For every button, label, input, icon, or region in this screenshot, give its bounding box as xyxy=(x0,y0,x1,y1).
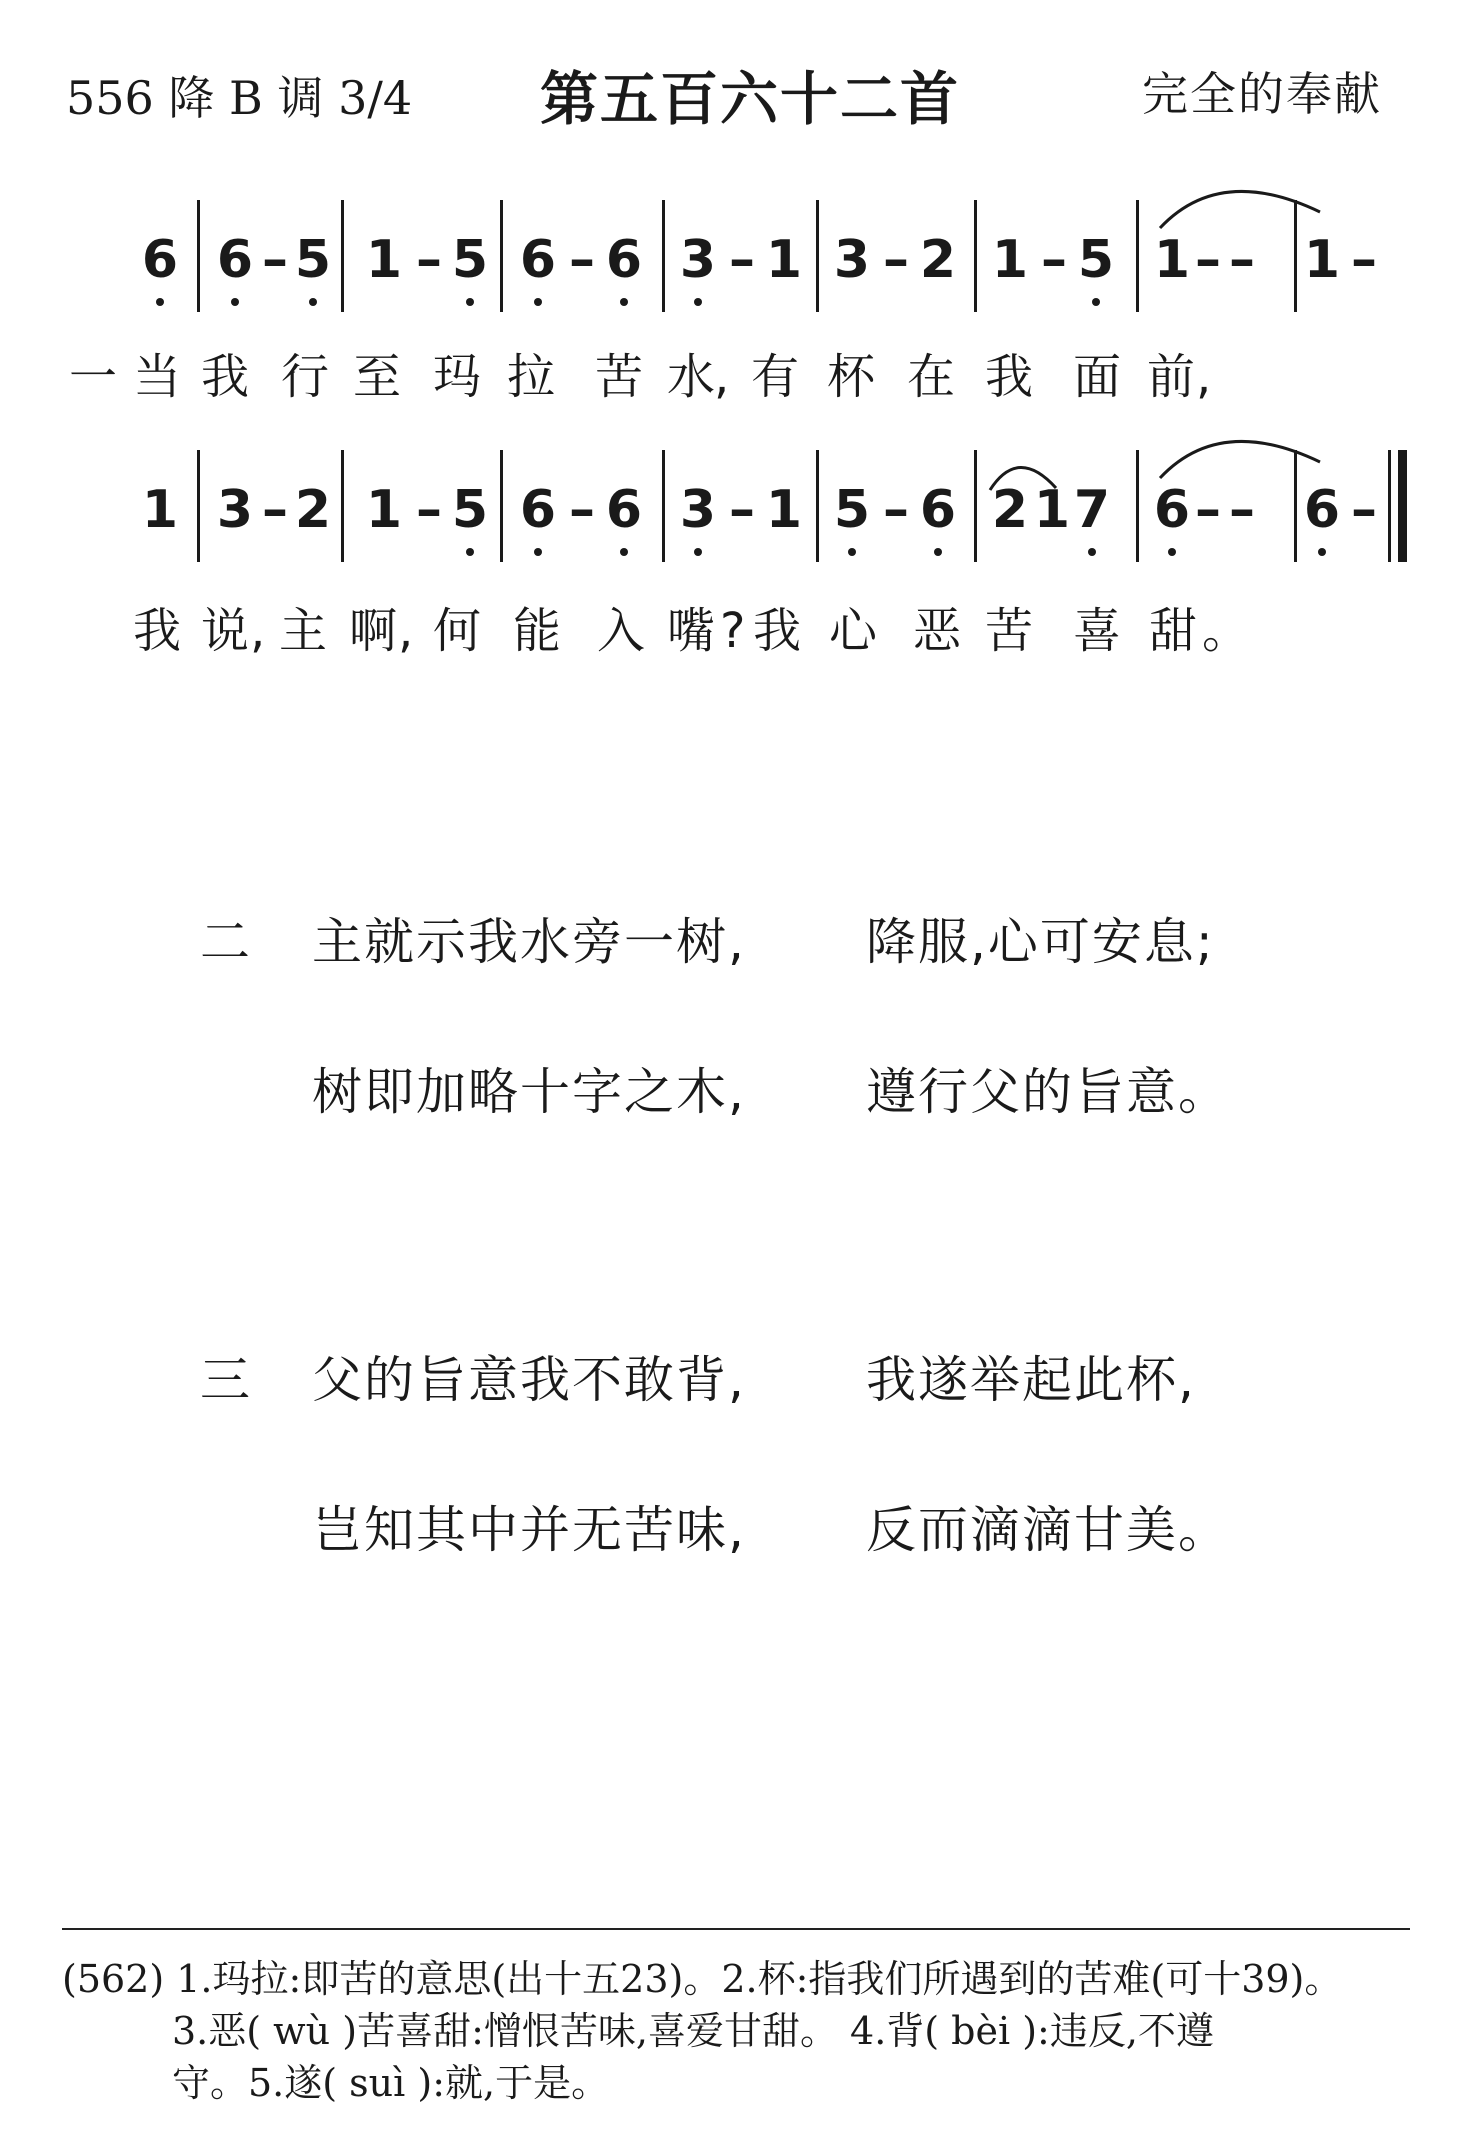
note-dash: – xyxy=(1351,480,1377,540)
note: 2 xyxy=(294,480,332,540)
note: 3 xyxy=(833,230,871,290)
note: 6 xyxy=(519,480,557,540)
note: 1 xyxy=(141,480,179,540)
hymn-subtitle: 完全的奉献 xyxy=(1142,67,1382,121)
lyric-char: 我 xyxy=(200,349,249,405)
notation-line-2 xyxy=(0,450,1470,570)
bar-line xyxy=(500,200,503,312)
verse-line: 遵行父的旨意。 xyxy=(866,1063,1230,1121)
lyric-punct: , xyxy=(1196,349,1212,405)
note-dash: – xyxy=(883,480,909,540)
verse-line: 岂知其中并无苦味, xyxy=(312,1501,746,1559)
lyric-char: 主 xyxy=(278,603,327,659)
bar-line xyxy=(500,450,503,562)
note: 1 xyxy=(365,230,403,290)
note: 1 xyxy=(765,230,803,290)
lyric-char: 至 xyxy=(352,349,401,405)
tie-slur xyxy=(1150,176,1330,236)
lyric-punct: 。 xyxy=(1202,603,1251,659)
lyric-char: 我 xyxy=(752,603,801,659)
note: 5 xyxy=(294,230,332,290)
note: 7 xyxy=(1073,480,1111,540)
note: 1 xyxy=(765,480,803,540)
footnote-line-2: 3.恶( wù )苦喜甜:憎恨苦味,喜爱甘甜。 4.背( bèi ):违反,不遵 xyxy=(172,2009,1214,2053)
lyric-line-2 xyxy=(0,604,1470,664)
note-dash: – xyxy=(569,480,595,540)
lyric-char: 入 xyxy=(596,603,645,659)
bar-line xyxy=(197,200,200,312)
note-dash: – xyxy=(1041,230,1067,290)
note-dash: – xyxy=(416,480,442,540)
note: 1 xyxy=(991,230,1029,290)
lyric-char: 面 xyxy=(1072,349,1121,405)
bar-line xyxy=(341,200,344,312)
lyric-char: 水 xyxy=(666,349,715,405)
note-dash: – xyxy=(883,230,909,290)
verse-line: 树即加略十字之木, xyxy=(312,1063,746,1121)
final-bar-thin xyxy=(1388,450,1391,562)
note: 6 xyxy=(919,480,957,540)
lyric-char: 啊 xyxy=(348,603,397,659)
lyric-char: 有 xyxy=(750,349,799,405)
tie-slur xyxy=(984,454,1064,494)
lyric-char: 苦 xyxy=(984,603,1033,659)
lyric-char: 心 xyxy=(828,603,877,659)
footnote-line-1: (562) 1.玛拉:即苦的意思(出十五23)。2.杯:指我们所遇到的苦难(可十39)。 xyxy=(62,1957,1343,2001)
lyric-char: 我 xyxy=(984,349,1033,405)
bar-line xyxy=(974,200,977,312)
note-dash: – xyxy=(1195,480,1221,540)
note: 6 xyxy=(605,230,643,290)
note-dash: – xyxy=(1229,230,1255,290)
note: 6 xyxy=(1303,480,1341,540)
note: 5 xyxy=(1077,230,1115,290)
note: 2 xyxy=(991,480,1029,540)
notation-line-1 xyxy=(0,200,1470,320)
lyric-punct: , xyxy=(250,603,266,659)
lyric-char: 甜 xyxy=(1148,603,1197,659)
lyric-char: 当 xyxy=(132,349,181,405)
lyric-char: 苦 xyxy=(594,349,643,405)
lyric-char: 前 xyxy=(1146,349,1195,405)
lyric-char: 拉 xyxy=(506,349,555,405)
lyric-char: 能 xyxy=(512,603,561,659)
note-dash: – xyxy=(1351,230,1377,290)
lyric-char: 杯 xyxy=(826,349,875,405)
note: 1 xyxy=(1303,230,1341,290)
lyric-punct: ? xyxy=(720,603,746,659)
note: 3 xyxy=(216,480,254,540)
final-bar-thick xyxy=(1398,450,1407,562)
page-title: 第五百六十二首 xyxy=(540,65,961,133)
note: 6 xyxy=(519,230,557,290)
bar-line xyxy=(662,450,665,562)
lyric-char: 行 xyxy=(280,349,329,405)
lyric-char: 嘴 xyxy=(666,603,715,659)
footnote-line-3: 守。5.遂( suì ):就,于是。 xyxy=(172,2061,610,2105)
note: 6 xyxy=(605,480,643,540)
hymn-index-key-time: 556 降 B 调 3/4 xyxy=(66,71,413,125)
note: 3 xyxy=(679,230,717,290)
note-dash: – xyxy=(262,230,288,290)
note: 5 xyxy=(833,480,871,540)
note: 5 xyxy=(451,230,489,290)
lyric-char: 何 xyxy=(432,603,481,659)
note: 5 xyxy=(451,480,489,540)
bar-line xyxy=(341,450,344,562)
lyric-char: 在 xyxy=(906,349,955,405)
verse-line: 我遂举起此杯, xyxy=(866,1351,1196,1409)
verse-line: 反而滴滴甘美。 xyxy=(866,1501,1230,1559)
note-dash: – xyxy=(262,480,288,540)
footnote-divider xyxy=(62,1928,1410,1930)
lyric-punct: , xyxy=(398,603,414,659)
lyric-char: 我 xyxy=(132,603,181,659)
verse-number: 二 xyxy=(200,913,250,971)
tie-slur xyxy=(1150,426,1330,486)
lyric-char: 恶 xyxy=(912,603,961,659)
lyric-char: 说 xyxy=(200,603,249,659)
verse-line: 主就示我水旁一树, xyxy=(312,913,746,971)
note-dash: – xyxy=(1195,230,1221,290)
bar-line xyxy=(1136,450,1139,562)
bar-line xyxy=(816,200,819,312)
note-dash: – xyxy=(729,480,755,540)
note-dash: – xyxy=(729,230,755,290)
verse-line: 降服,心可安息; xyxy=(866,913,1215,971)
note: 1 xyxy=(365,480,403,540)
bar-line xyxy=(1136,200,1139,312)
verse-number: 三 xyxy=(200,1351,250,1409)
bar-line xyxy=(816,450,819,562)
bar-line xyxy=(662,200,665,312)
lyric-line-1 xyxy=(0,350,1470,410)
note: 2 xyxy=(919,230,957,290)
bar-line xyxy=(974,450,977,562)
note: 1 xyxy=(1033,480,1071,540)
lyric-char: 喜 xyxy=(1072,603,1121,659)
note-dash: – xyxy=(416,230,442,290)
note-dash: – xyxy=(569,230,595,290)
note: 3 xyxy=(679,480,717,540)
note: 6 xyxy=(216,230,254,290)
note: 6 xyxy=(1153,480,1191,540)
verse-line: 父的旨意我不敢背, xyxy=(312,1351,746,1409)
bar-line xyxy=(197,450,200,562)
lyric-char: 一 xyxy=(68,349,117,405)
lyric-char: 玛 xyxy=(432,349,481,405)
note: 6 xyxy=(141,230,179,290)
note: 1 xyxy=(1153,230,1191,290)
note-dash: – xyxy=(1229,480,1255,540)
lyric-punct: , xyxy=(714,349,730,405)
